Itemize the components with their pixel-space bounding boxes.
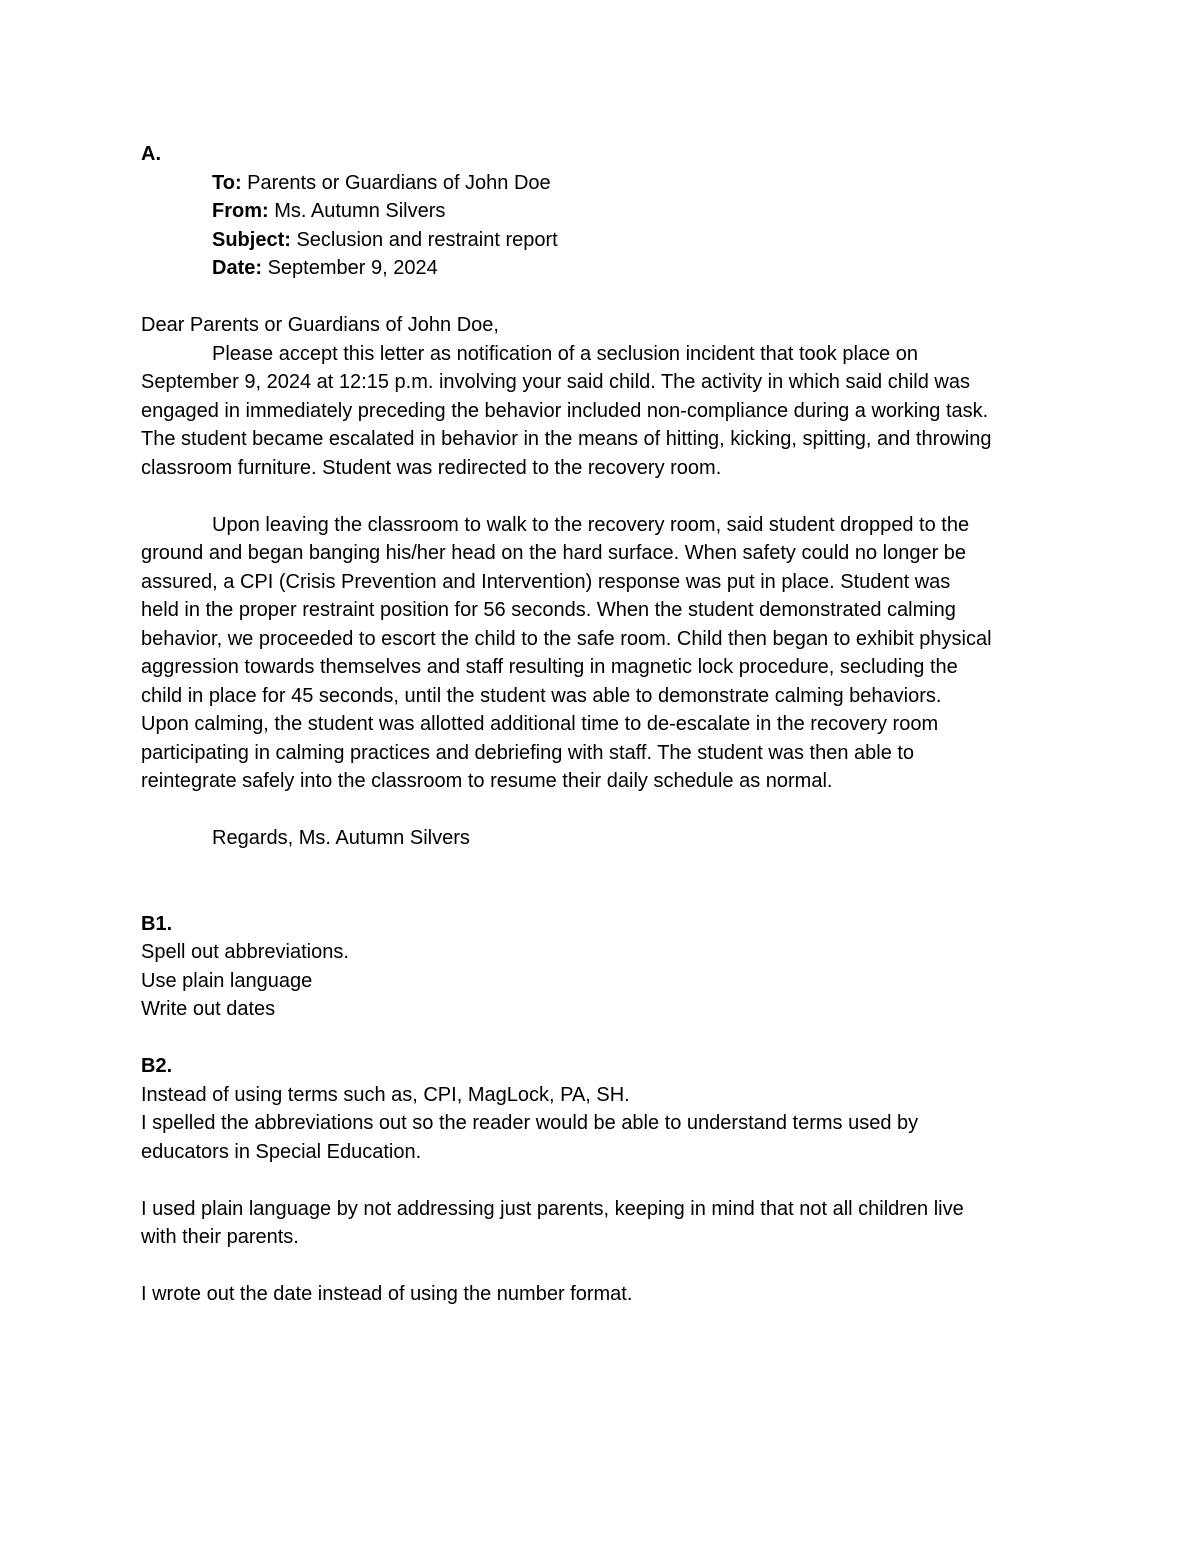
paragraph-line: September 9, 2024 at 12:15 p.m. involving your said child. The activity in which said child was <box>141 371 970 393</box>
paragraph-line: participating in calming practices and debriefing with staff. The student was then able to <box>141 741 915 764</box>
salutation: Dear Parents or Guardians of John Doe, <box>141 314 499 336</box>
paragraph-line: I used plain language by not addressing just parents, keeping in mind that not all children live <box>141 1197 964 1220</box>
list-item: Use plain language <box>141 969 313 992</box>
memo-subject-line <box>141 226 1071 255</box>
paragraph-line: The student became escalated in behavior in the means of hitting, kicking, spitting, and throwing <box>141 428 992 450</box>
paragraph-line: I spelled the abbreviations out so the reader would be able to understand terms used by <box>141 1112 919 1134</box>
document-page <box>141 140 1071 1309</box>
paragraph-line: with their parents. <box>141 1226 299 1248</box>
paragraph-1 <box>141 340 1071 483</box>
paragraph-line: assured, a CPI (Crisis Prevention and Intervention) response was put in place. Student was <box>141 570 951 593</box>
paragraph-line: Upon calming, the student was allotted additional time to de-escalate in the recovery room <box>141 713 939 735</box>
memo-to-label: To: <box>212 171 242 194</box>
memo-date-label: Date: <box>212 257 263 279</box>
spacer <box>141 1024 1071 1053</box>
paragraph-line: Upon leaving the classroom to walk to the recovery room, said student dropped to the <box>212 513 970 536</box>
paragraph-line: educators in Special Education. <box>141 1140 422 1163</box>
list-item: Write out dates <box>141 998 276 1020</box>
spacer <box>141 853 1071 882</box>
paragraph-line: reintegrate safely into the classroom to resume their daily schedule as normal. <box>141 770 833 792</box>
list-item: Spell out abbreviations. <box>141 941 349 963</box>
spacer <box>141 482 1071 511</box>
spacer <box>141 1252 1071 1281</box>
paragraph-line: Instead of using terms such as, CPI, MagLock, PA, SH. <box>141 1083 630 1106</box>
memo-subject-label: Subject: <box>212 228 291 251</box>
spacer <box>141 1166 1071 1195</box>
paragraph-line: child in place for 45 seconds, until the student was able to demonstrate calming behaviors. <box>141 684 942 707</box>
spacer <box>141 881 1071 910</box>
paragraph-line: held in the proper restraint position for 56 seconds. When the student demonstrated calming <box>141 599 956 621</box>
paragraph-line: classroom furniture. Student was redirected to the recovery room. <box>141 456 722 479</box>
memo-to-line <box>141 169 1071 198</box>
paragraph-line: ground and began banging his/her head on the hard surface. When safety could no longer be <box>141 542 967 564</box>
memo-subject-value: Seclusion and restraint report <box>290 228 558 251</box>
memo-from-value: Ms. Autumn Silvers <box>268 200 446 222</box>
section-b2-heading: B2. <box>141 1055 173 1077</box>
memo-to-value: Parents or Guardians of John Doe <box>241 171 551 194</box>
paragraph-line: I wrote out the date instead of using the number format. <box>141 1283 633 1305</box>
memo-from-label: From: <box>212 200 269 222</box>
memo-date-line <box>141 254 1071 283</box>
section-b1-heading: B1. <box>141 912 173 935</box>
paragraph-2 <box>141 511 1071 796</box>
spacer <box>141 283 1071 312</box>
memo-date-value: September 9, 2024 <box>262 257 438 279</box>
memo-from-line <box>141 197 1071 226</box>
paragraph-line: aggression towards themselves and staff resulting in magnetic lock procedure, secluding the <box>141 656 958 678</box>
paragraph-line: behavior, we proceeded to escort the child to the safe room. Child then began to exhibit physical <box>141 627 992 650</box>
paragraph-line: engaged in immediately preceding the behavior included non-compliance during a working task. <box>141 399 989 422</box>
closing-signature: Regards, Ms. Autumn Silvers <box>212 827 470 849</box>
paragraph-line: Please accept this letter as notification of a seclusion incident that took place on <box>212 342 918 365</box>
spacer <box>141 796 1071 825</box>
section-a-heading: A. <box>141 143 161 165</box>
